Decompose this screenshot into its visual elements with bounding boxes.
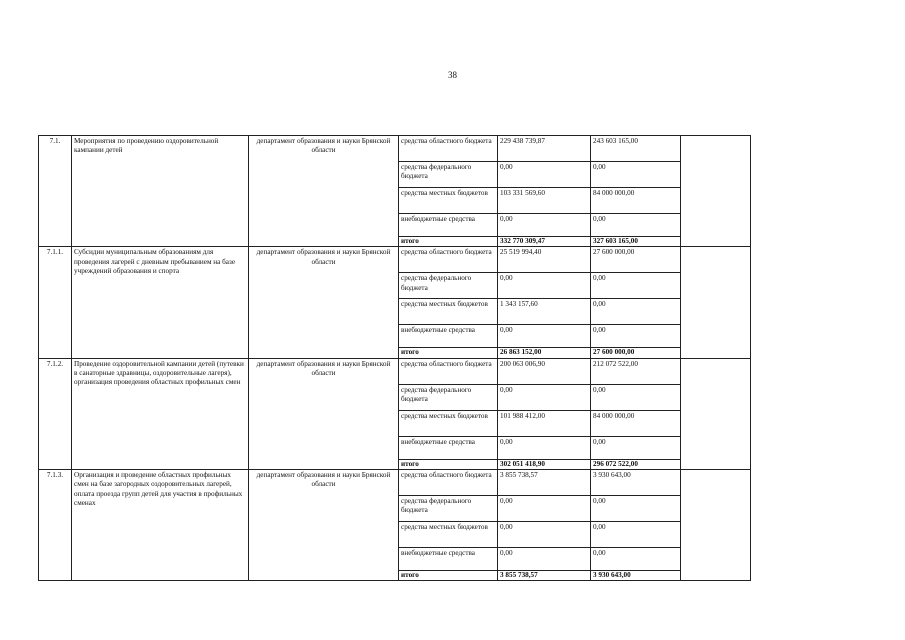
amount-year-1: 0,00	[498, 496, 591, 522]
amount-year-1: 0,00	[498, 162, 591, 188]
amount-year-1: 0,00	[498, 214, 591, 237]
responsible-executor: департамент образования и науки Брянской области	[249, 358, 399, 469]
amount-year-2: 84 000 000,00	[591, 188, 681, 214]
funding-source-label: средства федерального бюджета	[399, 496, 498, 522]
funding-source-label: внебюджетные средства	[399, 325, 498, 348]
item-number: 7.1.2.	[39, 358, 72, 469]
funding-source-label: средства местных бюджетов	[399, 299, 498, 325]
funding-source-label: внебюджетные средства	[399, 214, 498, 237]
amount-year-1: 101 988 412,00	[498, 410, 591, 436]
amount-year-1: 1 343 157,60	[498, 299, 591, 325]
amount-year-2: 0,00	[591, 384, 681, 410]
amount-year-2: 0,00	[591, 522, 681, 548]
item-number: 7.1.	[39, 136, 72, 247]
item-name: Субсидии муниципальным образованиям для проведения лагерей с дневным пребыванием на базе учреждений образования и спорта	[72, 247, 249, 358]
item-number: 7.1.1.	[39, 247, 72, 358]
empty-cell	[681, 247, 751, 358]
responsible-executor: департамент образования и науки Брянской области	[249, 470, 399, 581]
amount-year-1: 25 519 994,40	[498, 247, 591, 273]
responsible-executor: департамент образования и науки Брянской области	[249, 136, 399, 247]
amount-year-1: 3 855 738,57	[498, 571, 591, 581]
funding-source-label: итого	[399, 348, 498, 358]
funding-source-label: средства федерального бюджета	[399, 162, 498, 188]
amount-year-2: 0,00	[591, 162, 681, 188]
funding-source-label: итого	[399, 237, 498, 247]
amount-year-2: 0,00	[591, 436, 681, 459]
amount-year-1: 200 063 006,90	[498, 358, 591, 384]
funding-source-label: средства местных бюджетов	[399, 522, 498, 548]
item-name: Мероприятия по проведению оздоровительной кампании детей	[72, 136, 249, 247]
funding-source-label: средства местных бюджетов	[399, 188, 498, 214]
amount-year-2: 0,00	[591, 496, 681, 522]
funding-source-label: средства областного бюджета	[399, 136, 498, 162]
empty-cell	[681, 358, 751, 469]
amount-year-2: 0,00	[591, 273, 681, 299]
amount-year-2: 296 072 522,00	[591, 459, 681, 469]
funding-source-label: внебюджетные средства	[399, 436, 498, 459]
responsible-executor: департамент образования и науки Брянской области	[249, 247, 399, 358]
amount-year-1: 0,00	[498, 384, 591, 410]
amount-year-1: 0,00	[498, 436, 591, 459]
amount-year-2: 27 600 000,00	[591, 348, 681, 358]
amount-year-2: 327 603 165,00	[591, 237, 681, 247]
empty-cell	[681, 470, 751, 581]
amount-year-2: 0,00	[591, 299, 681, 325]
funding-source-row	[39, 247, 751, 273]
amount-year-1: 332 770 309,47	[498, 237, 591, 247]
amount-year-1: 229 438 739,87	[498, 136, 591, 162]
amount-year-2: 0,00	[591, 325, 681, 348]
funding-source-row	[39, 470, 751, 496]
funding-source-label: средства областного бюджета	[399, 358, 498, 384]
funding-source-label: итого	[399, 459, 498, 469]
funding-source-label: средства федерального бюджета	[399, 273, 498, 299]
amount-year-1: 0,00	[498, 273, 591, 299]
funding-source-row	[39, 358, 751, 384]
amount-year-2: 0,00	[591, 214, 681, 237]
amount-year-1: 302 051 418,90	[498, 459, 591, 469]
funding-source-label: средства областного бюджета	[399, 470, 498, 496]
amount-year-2: 3 930 643,00	[591, 470, 681, 496]
amount-year-2: 3 930 643,00	[591, 571, 681, 581]
item-number: 7.1.3.	[39, 470, 72, 581]
funding-source-label: внебюджетные средства	[399, 548, 498, 571]
amount-year-2: 212 072 522,00	[591, 358, 681, 384]
amount-year-2: 84 000 000,00	[591, 410, 681, 436]
budget-table	[38, 135, 751, 581]
item-name: Организация и проведение областных профильных смен на базе загородных оздоровительных лагерей, оплата проезда групп детей для участия в профильных сменах	[72, 470, 249, 581]
amount-year-1: 0,00	[498, 325, 591, 348]
amount-year-1: 0,00	[498, 522, 591, 548]
amount-year-2: 243 603 165,00	[591, 136, 681, 162]
empty-cell	[681, 136, 751, 247]
amount-year-1: 3 855 738,57	[498, 470, 591, 496]
amount-year-2: 0,00	[591, 548, 681, 571]
funding-source-label: средства областного бюджета	[399, 247, 498, 273]
page-number: 38	[448, 70, 457, 80]
amount-year-1: 103 331 569,60	[498, 188, 591, 214]
amount-year-1: 26 863 152,00	[498, 348, 591, 358]
item-name: Проведение оздоровительной кампании детей (путевки в санаторные здравницы, оздоровительные лагеря), организация проведения областных профильных смен	[72, 358, 249, 469]
funding-source-label: итого	[399, 571, 498, 581]
amount-year-2: 27 600 000,00	[591, 247, 681, 273]
funding-source-label: средства федерального бюджета	[399, 384, 498, 410]
funding-source-row	[39, 136, 751, 162]
amount-year-1: 0,00	[498, 548, 591, 571]
funding-source-label: средства местных бюджетов	[399, 410, 498, 436]
